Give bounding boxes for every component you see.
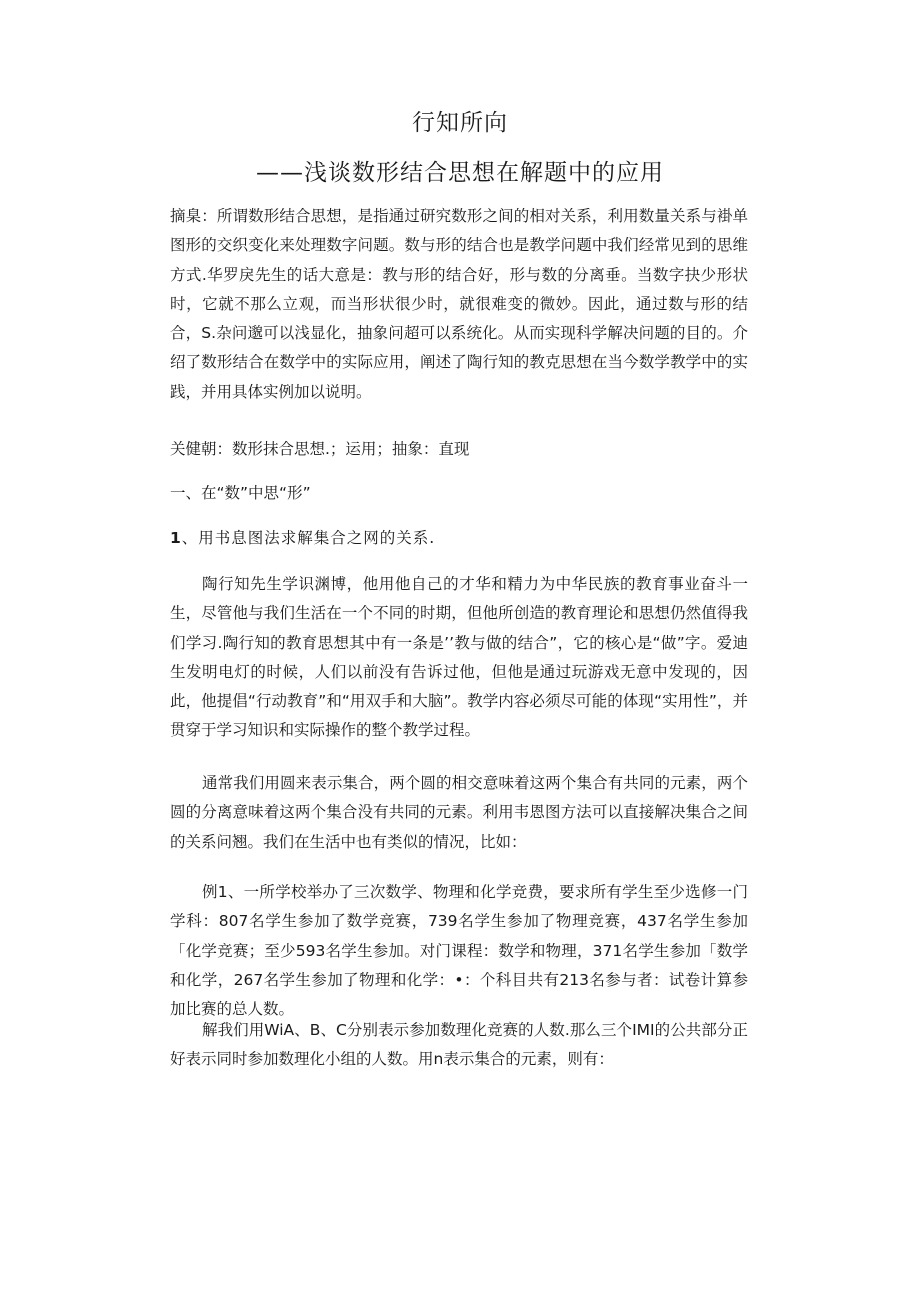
solution-paragraph: 解我们用WiA、B、C分别表示参加数理化竞赛的人数.那么三个IMI的公共部分正好表示同时参加数理化小组的人数。用n表示集合的元素，则有： [170,1021,748,1069]
subsection-number: 1 [170,529,182,547]
example-paragraph: 例1、一所学校举办了三次数学、物理和化学竞费，要求所有学生至少选修一门学科：807名学生参加了数学竞赛，739名学生参加了物理竞赛，437名学生参加「化学竞赛；至少593名学生参加。对门课程：数学和物理，371名学生参加「数学和化学，267名学生参加了物理和化学：•：个科目共有213名参与者：试卷计算参加比赛的总人数。 [170,883,748,1019]
keywords-line: 关健朝：数形抹合思想.；运用；抽象：直现 [170,440,470,458]
section-heading: 一、在“数”中思“形” [170,484,311,502]
body-paragraph: 陶行知先生学识渊博，他用他自己的才华和精力为中华民族的教育事业奋斗一生，尽管他与我们生活在一个不同的时期，但他所创造的教育理论和思想仍然值得我们学习.陶行知的教育思想其中有一条是’’教与做的结合”，它的核心是“做”字。爱迪生发明电灯的时候，人们以前没有告诉过他，但他是通过玩游戏无意中发现的，因此，他提倡“行动教育”和“用双手和大脑”。教学内容必须尽可能的体现“实用性”，并贯穿于学习知识和实际操作的整个教学过程。 [170,575,748,740]
document-subtitle: ——浅谈数形结合思想在解题中的应用 [256,160,664,186]
subsection-heading [170,524,748,553]
document-title: 行知所向 [412,110,508,136]
body-paragraph: 通常我们用圆来表示集合，两个圆的相交意味着这两个集合有共同的元素，两个圆的分离意味着这两个集合没有共同的元素。利用韦恩图方法可以直接解决集合之间的关系问翘。我们在生活中也有类似的情况，比如： [170,774,748,851]
subsection-heading-text: 、用书息图法求解集合之网的关系. [181,529,436,547]
abstract-paragraph: 摘臬：所谓数形结合思想，是指通过研究数形之间的相对关系，利用数量关系与褂单图形的交织变化来处理数字问题。数与形的结合也是教学问题中我们经常见到的思维方式.华罗戾先生的话大意是：教与形的结合好，形与数的分离垂。当数字抉少形状时，它就不那么立观，而当形状很少时，就很难变的微妙。因此，通过数与形的结合，S.杂问邈可以浅显化，抽象问超可以系统化。从而实现科学解决问题的目的。介绍了数形结合在数学中的实际应用，阐述了陶行知的教克思想在当今数学教学中的实践，并用具体实例加以说明。 [170,207,748,401]
